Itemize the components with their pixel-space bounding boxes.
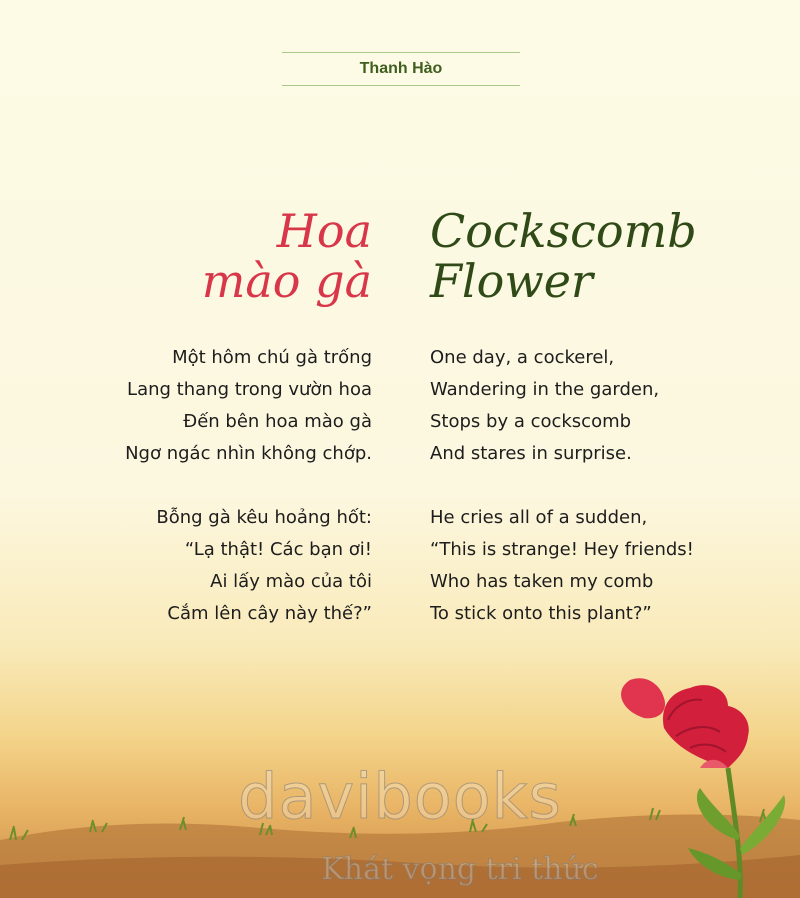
title-vi-line: mào gà <box>201 254 372 308</box>
title-en-line: Cockscomb <box>430 204 697 258</box>
verse-line: Stops by a cockscomb <box>430 411 632 432</box>
verse-line: He cries all of a sudden, <box>430 507 648 528</box>
verse-line: “This is strange! Hey friends! <box>430 539 694 560</box>
watermark-logo: davibooks <box>238 760 562 833</box>
title-vi-line: Hoa <box>276 204 372 258</box>
stanza-vi-2 <box>156 502 372 630</box>
verse-line: “Lạ thật! Các bạn ơi! <box>184 539 372 560</box>
author-bottom-rule <box>282 85 520 86</box>
verse-line: Bỗng gà kêu hoảng hốt: <box>156 507 372 528</box>
verse-line: Ngơ ngác nhìn không chớp. <box>125 443 372 464</box>
verse-line: To stick onto this plant?” <box>430 603 652 624</box>
verse-line: One day, a cockerel, <box>430 347 615 368</box>
author-top-rule <box>282 52 520 53</box>
verse-line: And stares in surprise. <box>430 443 632 464</box>
watermark-tagline: Khát vọng tri thức <box>321 852 599 887</box>
author-name: Thanh Hào <box>359 60 443 77</box>
verse-line: Wandering in the garden, <box>430 379 660 400</box>
verse-line: Cắm lên cây này thế?” <box>167 603 372 624</box>
stanza-vi-1 <box>125 342 372 470</box>
verse-line: Who has taken my comb <box>430 571 654 592</box>
title-vietnamese <box>202 206 372 306</box>
verse-line: Đến bên hoa mào gà <box>183 411 372 432</box>
stanza-en-2 <box>430 502 694 630</box>
verse-line: Lang thang trong vườn hoa <box>127 379 372 400</box>
author-block <box>282 52 520 86</box>
verse-line: Một hôm chú gà trống <box>172 347 372 368</box>
title-en-line: Flower <box>430 254 593 308</box>
verse-line: Ai lấy mào của tôi <box>210 571 372 592</box>
title-english <box>430 206 697 306</box>
stanza-en-1 <box>430 342 659 470</box>
